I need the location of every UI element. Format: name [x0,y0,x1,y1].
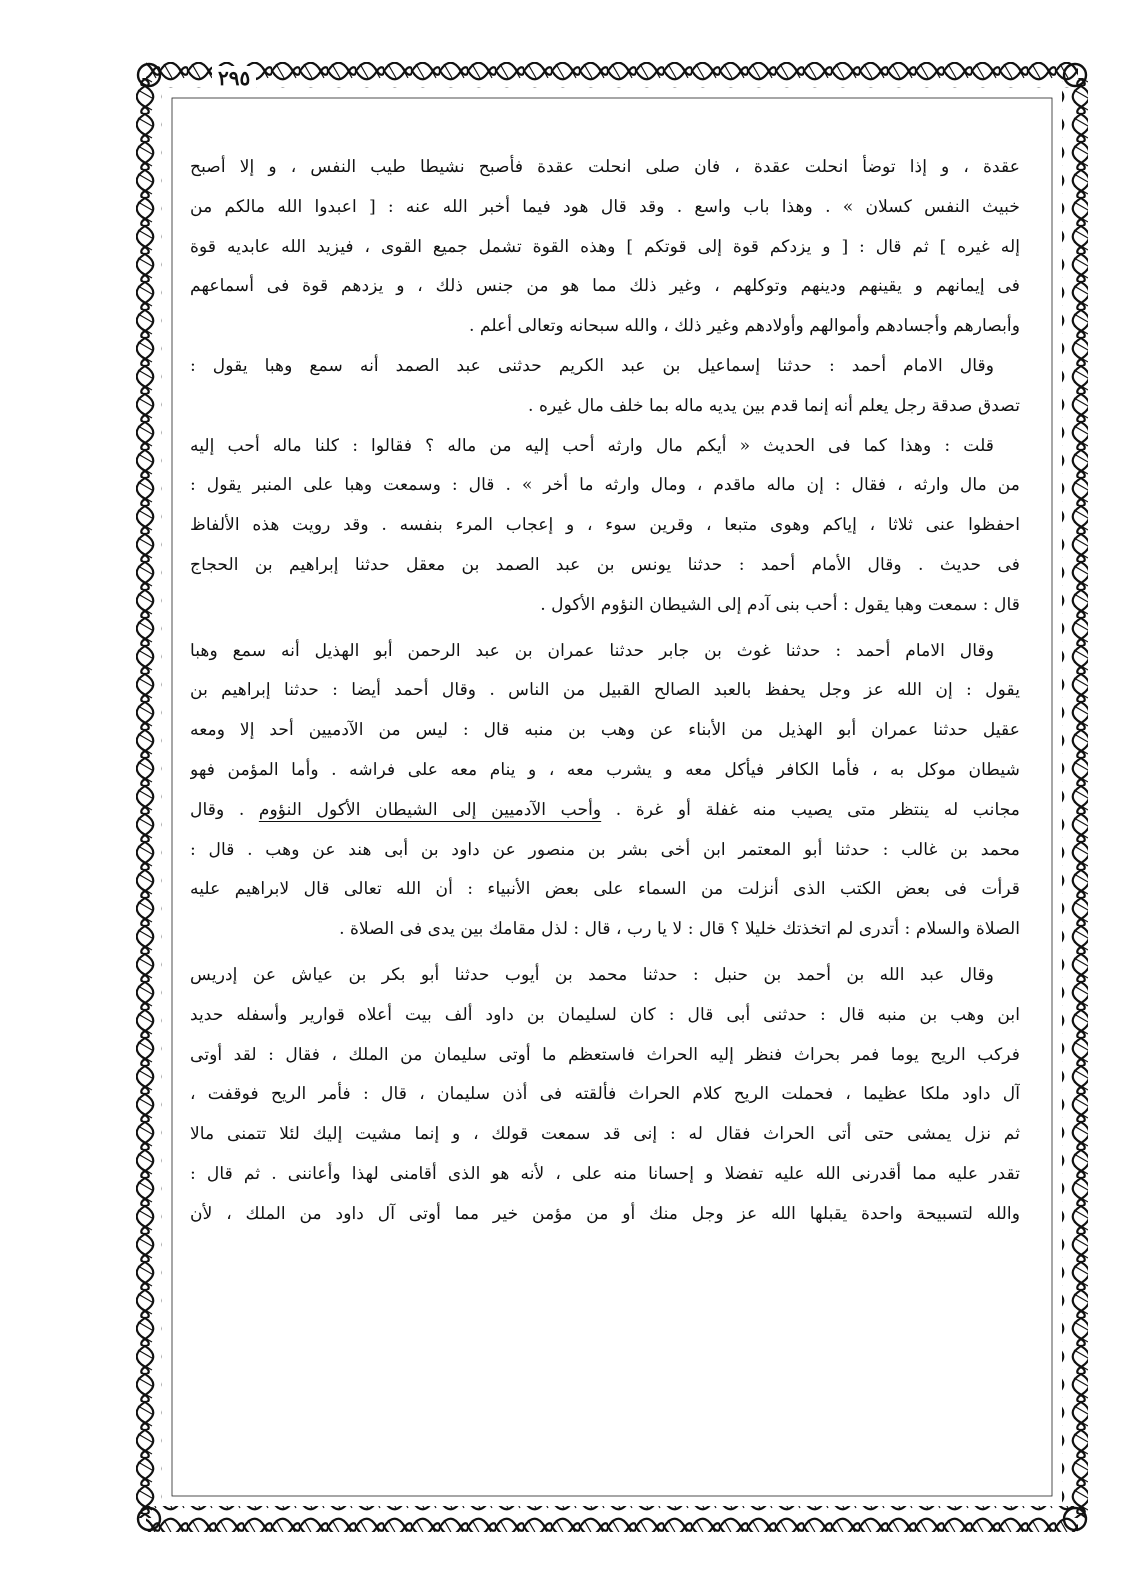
text-line: آل داود ملكا عظيما ، فحملت الريح كلام الحراث فألقته فى أذن سليمان ، قال : فأمر الريح فوقفت ، [190,1084,1020,1105]
text-line: تصدق صدقة رجل يعلم أنه إنما قدم بين يديه ماله بما خلف مال غيره . [528,395,1020,416]
page-number: ٢٩٥ [212,66,256,90]
page-text [190,148,1020,1235]
text-line: وقال الامام أحمد : حدثنا إسماعيل بن عبد الكريم حدثنى عبد الصمد أنه سمع وهبا يقول : [190,355,994,376]
text-line: فى إيمانهم و يقينهم ودينهم وتوكلهم ، وغير ذلك مما هو من جنس ذلك ، و يزدهم قوة فى أسماعهم [190,276,1020,297]
text-segment: مجانب له ينتظر متى يصيب منه غفلة أو غرة . [601,799,1020,820]
text-line: قرأت فى بعض الكتب الذى أنزلت من السماء على بعض الأنبياء : أن الله تعالى قال لابراهيم عليه [190,879,1020,900]
text-line: الصلاة والسلام : أتدرى لم اتخذتك خليلا ؟ قال : لا يا رب ، قال : لذل مقامك بين يدى فى الصلاة . [339,919,1020,940]
text-line: فركب الريح يوما فمر بحراث فنظر إليه الحراث فاستعظم ما أوتى سليمان من الملك ، فقال : لقد أوتى [190,1044,1020,1065]
text-line-underlined [190,791,1020,831]
text-line: عقيل حدثنا عمران أبو الهذيل من الأبناء عن وهب بن منبه قال : ليس من الآدميين أحد إلا ومعه [190,720,1020,741]
text-line: تقدر عليه مما أقدرنى الله عليه تفضلا و إحسانا منه على ، لأنه هو الذى أقامنى لهذا وأعاننى . ثم قال : [190,1163,1020,1184]
text-line: من مال وارثه ، فقال : إن ماله ماقدم ، ومال وارثه ما أخر » . قال : وسمعت وهبا على المنبر يقول : [190,475,1020,496]
text-line: محمد بن غالب : حدثنا أبو المعتمر ابن أخى بشر بن منصور عن داود بن أبى هند عن وهب . قال : [190,839,1020,860]
text-line: عقدة ، و إذا توضأ انحلت عقدة ، فان صلى انحلت عقدة فأصبح نشيطا طيب النفس ، و إلا أصبح [190,157,1020,177]
text-line: وقال الامام أحمد : حدثنا غوث بن جابر حدثنا عمران بن عبد الرحمن أبو الهذيل أنه سمع وهبا [190,640,994,661]
text-line: ثم نزل يمشى حتى أتى الحراث فقال له : إنى قد سمعت قولك ، و إنما مشيت إليك لئلا تتمنى مالا [190,1124,1020,1145]
text-line: احفظوا عنى ثلاثا ، إياكم وهوى متبعا ، وقرين سوء ، و إعجاب المرء بنفسه . وقد رويت هذه الألفاظ [190,515,1020,536]
text-line: قلت : وهذا كما فى الحديث « أيكم مال وارثه أحب إليه من ماله ؟ فقالوا : كلنا ماله أحب إليه [190,435,994,456]
underlined-phrase: وأحب الآدميين إلى الشيطان الأكول النؤوم [258,799,602,820]
text-line: ابن وهب بن منبه قال : حدثنى أبى قال : كان لسليمان بن داود ألف بيت أعلاه قوارير وأسفله حديد [190,1004,1020,1025]
text-line: وأبصارهم وأجسادهم وأموالهم وأولادهم وغير ذلك ، والله سبحانه وتعالى أعلم . [468,316,1020,337]
text-line: فى حديث . وقال الأمام أحمد : حدثنا يونس بن عبد الصمد بن معقل حدثنا إبراهيم بن الحجاج [190,554,1020,575]
text-line: يقول : إن الله عز وجل يحفظ بالعبد الصالح القبيل من الناس . وقال أحمد أيضا : حدثنا إبراهيم بن [190,680,1020,701]
text-line: إله غيره ] ثم قال : [ و يزدكم قوة إلى قوتكم ] وهذه القوة تشمل جميع القوى ، فيزيد الله عابديه قوة [190,236,1020,257]
text-segment: . وقال [190,799,259,820]
text-line: وقال عبد الله بن أحمد بن حنبل : حدثنا محمد بن أيوب حدثنا أبو بكر بن عياش عن إدريس [190,964,994,985]
text-line: والله لتسبيحة واحدة يقبلها الله عز وجل منك أو من مؤمن خير مما أوتى آل داود من الملك ، لأن [190,1203,1020,1224]
text-line: قال : سمعت وهبا يقول : أحب بنى آدم إلى الشيطان النؤوم الأكول . [540,594,1020,615]
text-line: شيطان موكل به ، فأما الكافر فيأكل معه و يشرب معه ، و ينام معه على فراشه . وأما المؤمن فهو [190,759,1020,780]
text-line: خبيث النفس كسلان » . وهذا باب واسع . وقد قال هود فيما أخبر الله عنه : [ اعبدوا الله مالكم من [190,196,1020,217]
